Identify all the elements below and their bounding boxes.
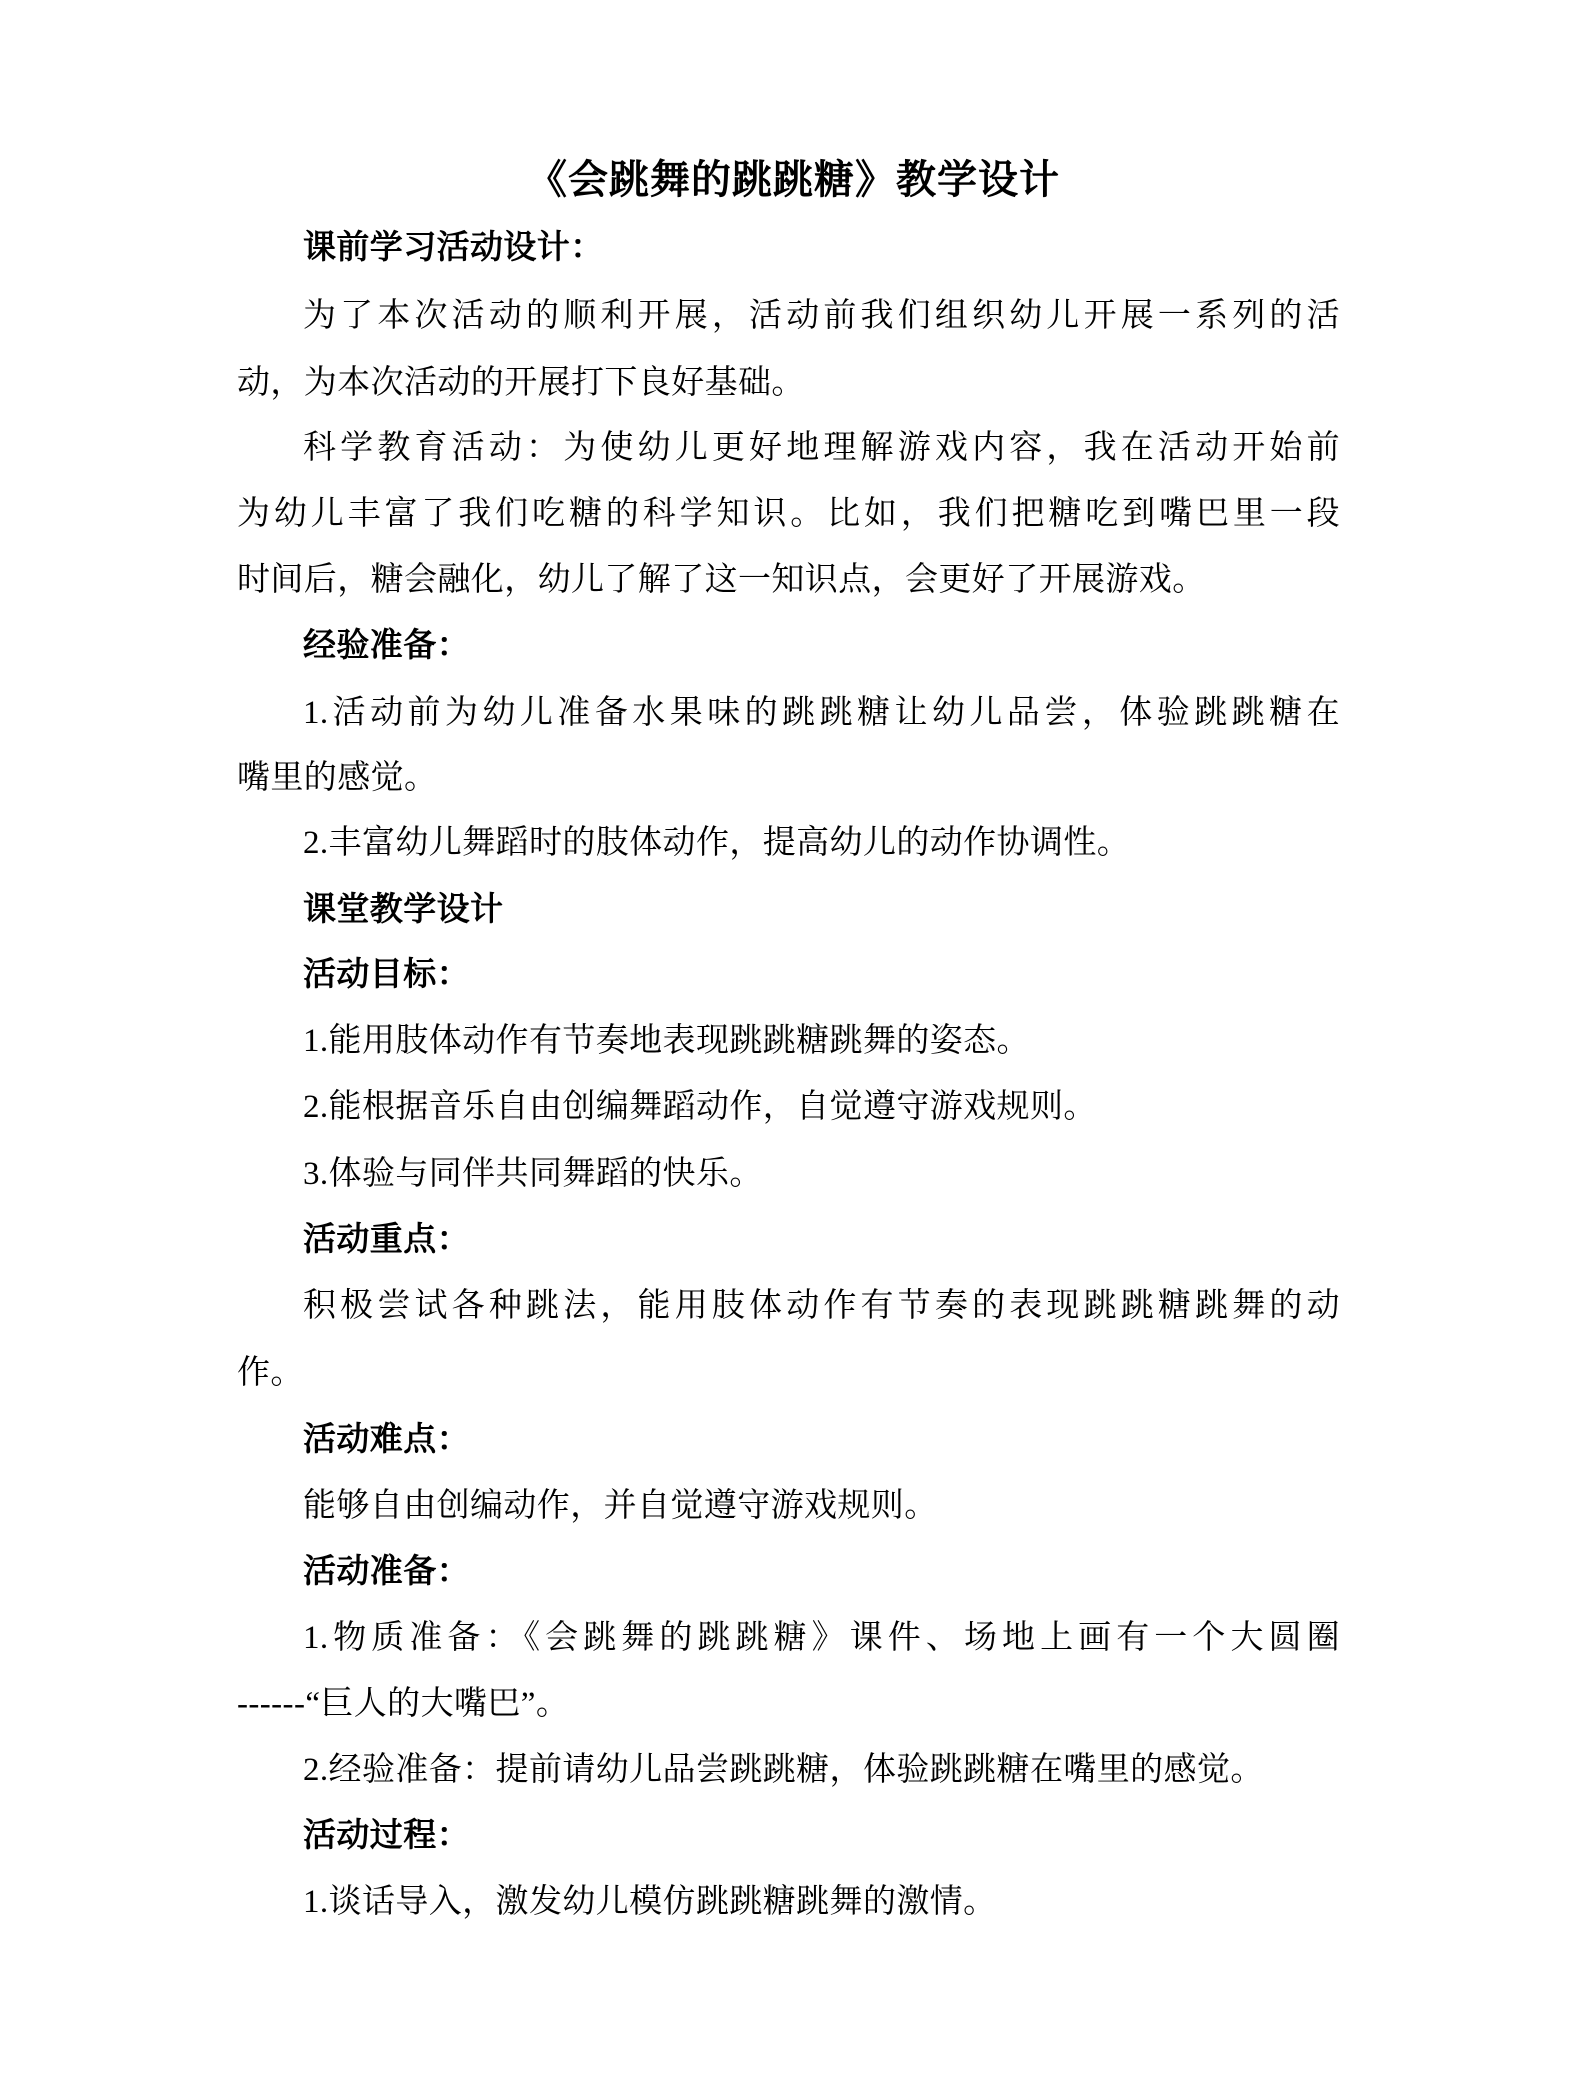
goal-item-1: 1.能用肢体动作有节奏地表现跳跳糖跳舞的姿态。 [303,1023,1030,1059]
experience-item-1-line-2: 嘴里的感觉。 [237,760,438,796]
difficulty-text: 能够自由创编动作，并自觉遵守游戏规则。 [303,1488,938,1524]
heading-classroom-design: 课堂教学设计 [303,892,504,928]
heading-key-point: 活动重点： [303,1222,470,1258]
paragraph-intro-line-1: 为了本次活动的顺利开展，活动前我们组织幼儿开展一系列的活 [303,298,1340,334]
heading-pre-class: 课前学习活动设计： [303,230,604,266]
heading-difficulty: 活动难点： [303,1422,470,1458]
goal-item-3: 3.体验与同伴共同舞蹈的快乐。 [303,1156,763,1192]
preparation-item-2: 2.经验准备：提前请幼儿品尝跳跳糖，体验跳跳糖在嘴里的感觉。 [303,1752,1264,1788]
preparation-item-1-line-1: 1.物质准备：《会跳舞的跳跳糖》课件、场地上画有一个大圆圈 [303,1620,1340,1656]
heading-process: 活动过程： [303,1818,470,1854]
document-title: 《会跳舞的跳跳糖》教学设计 [527,157,1060,202]
key-point-line-1: 积极尝试各种跳法，能用肢体动作有节奏的表现跳跳糖跳舞的动 [303,1288,1340,1324]
heading-preparation: 活动准备： [303,1554,470,1590]
heading-goals: 活动目标： [303,957,470,993]
paragraph-science-line-2: 为幼儿丰富了我们吃糖的科学知识。比如，我们把糖吃到嘴巴里一段 [237,496,1340,532]
experience-item-1-line-1: 1.活动前为幼儿准备水果味的跳跳糖让幼儿品尝，体验跳跳糖在 [303,695,1340,731]
preparation-item-1-line-2: ------“巨人的大嘴巴”。 [237,1686,570,1722]
paragraph-intro-line-2: 动，为本次活动的开展打下良好基础。 [237,365,805,401]
process-item-1: 1.谈话导入，激发幼儿模仿跳跳糖跳舞的激情。 [303,1884,997,1920]
experience-item-2: 2.丰富幼儿舞蹈时的肢体动作，提高幼儿的动作协调性。 [303,825,1131,861]
key-point-line-2: 作。 [237,1355,304,1391]
goal-item-2: 2.能根据音乐自由创编舞蹈动作，自觉遵守游戏规则。 [303,1089,1097,1125]
paragraph-science-line-1: 科学教育活动：为使幼儿更好地理解游戏内容，我在活动开始前 [303,430,1340,466]
heading-experience: 经验准备： [303,628,470,664]
paragraph-science-line-3: 时间后，糖会融化，幼儿了解了这一知识点，会更好了开展游戏。 [237,562,1206,598]
